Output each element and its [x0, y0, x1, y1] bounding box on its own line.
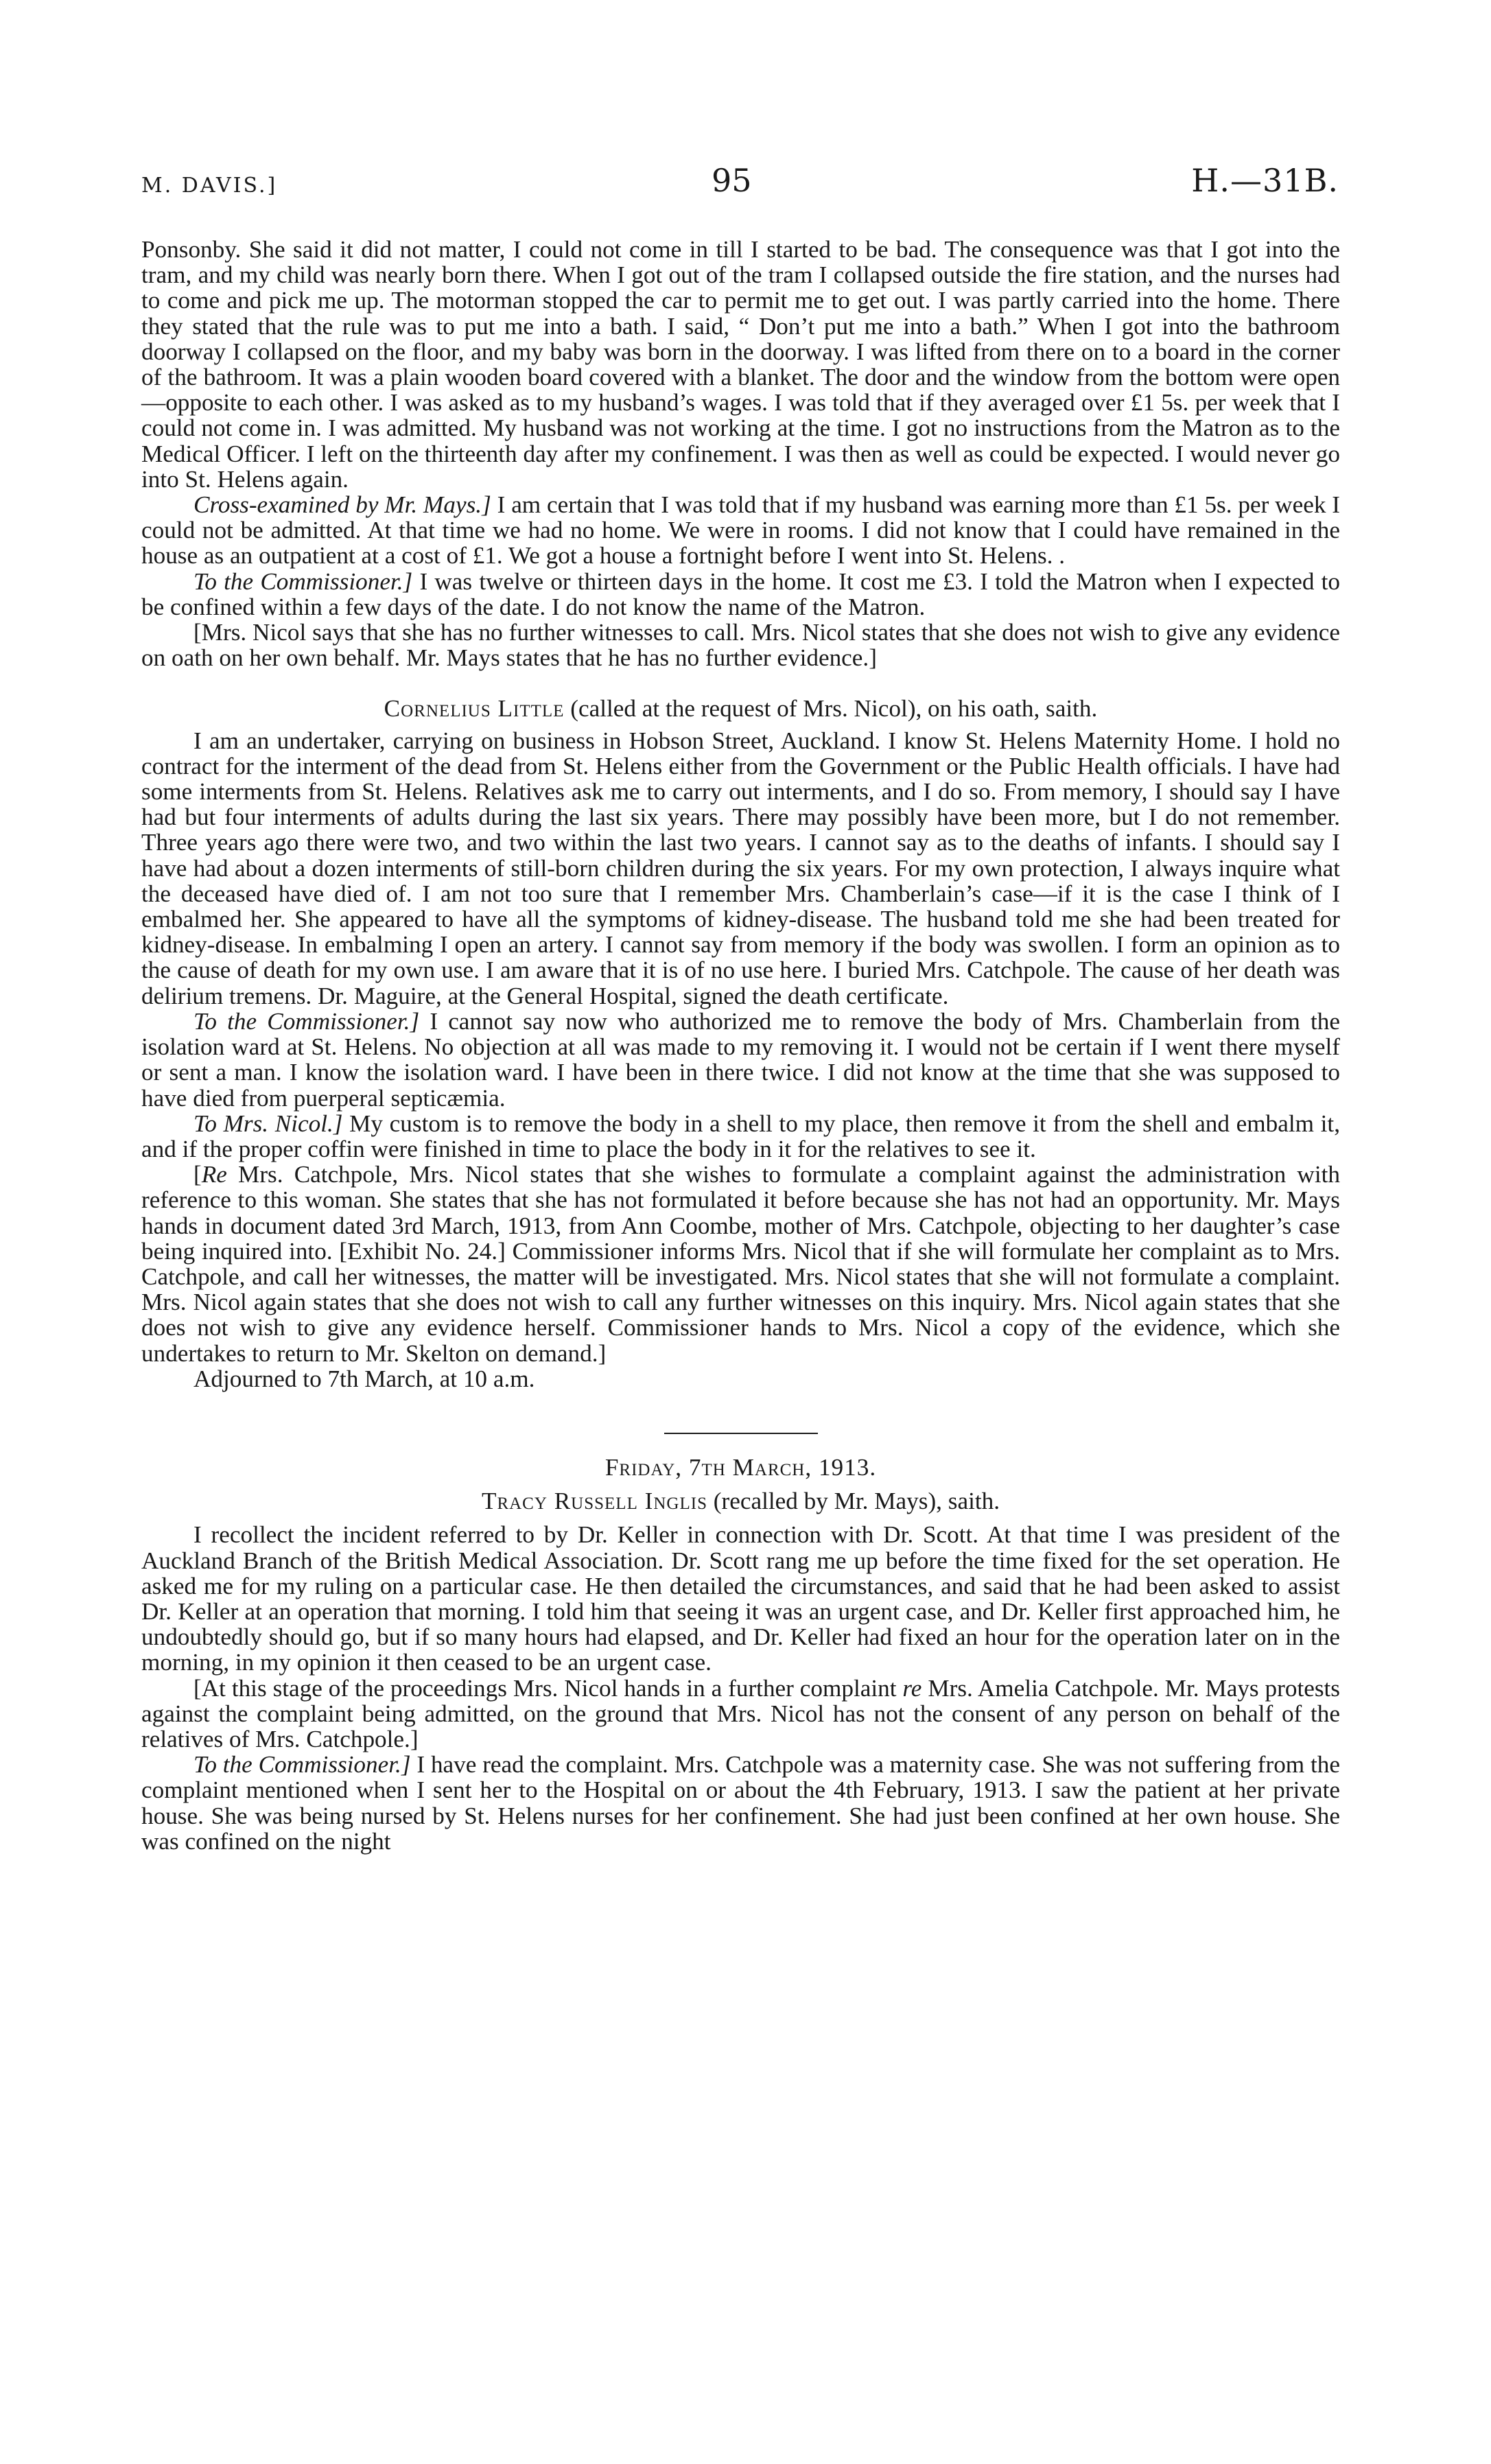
session-date-heading: Friday, 7th March, 1913.: [604, 1453, 877, 1481]
witness-name: Tracy Russell Inglis: [481, 1488, 707, 1515]
page-number: 95: [712, 162, 752, 199]
paragraph-text: I was twelve or thirteen days in the home. It cost me £3. I told the Matron when I expected to be confined within a few days of the date. I do not know the name of the Matron.: [141, 567, 1341, 620]
witness-heading-text: (called at the request of Mrs. Nicol), on his oath, saith.: [564, 695, 1098, 723]
little-commissioner-questions: [141, 1009, 1340, 1111]
speaker-label: To the Commissioner.]: [193, 1751, 411, 1779]
paragraph-text: Mrs. Catchpole, Mrs. Nicol states that she wishes to formulate a complaint against the administration with reference to this woman. She states that she has not formulated it before because she has not had an opportunity. Mr. Mays hands in document dated 3rd March, 1913, from Ann Coombe, mother of Mrs. Catchpole, objecting to her daughter’s case being inquired into. [Exhibit No. 24.] Commissioner informs Mrs. Nicol that if she will formulate her complaint as to Mrs. Catchpole, and call her witnesses, the matter will be investigated. Mrs. Nicol states that she will not formulate a complaint. Mrs. Nicol again states that she does not wish to call any further witnesses on this inquiry. Mrs. Nicol again states that she does not wish to give any evidence herself. Commissioner hands to Mrs. Nicol a copy of the evidence, which she undertakes to return to Mr. Skelton on demand.]: [141, 1161, 1340, 1367]
davis-commissioner-questions: [141, 569, 1340, 620]
paragraph-text: I cannot say now who authorized me to remove the body of Mrs. Chamberlain from the isolation ward at St. Helens. No objection at all was made to my removing it. I would not be certain if I went there myself or sent a man. I know the isolation ward. I have been in there twice. I did not know at the time that she was supposed to have died from puerperal septicæmia.: [141, 1007, 1340, 1112]
running-head-witness: M. DAVIS.]: [141, 174, 278, 198]
paper-reference: H.—31B.: [1191, 162, 1339, 199]
procedural-note: [Mrs. Nicol says that she has no further witnesses to call. Mrs. Nicol states that she does not wish to give any evidence on oath on her own behalf. Mr. Mays states that he has no further evidence.]: [141, 619, 1340, 672]
adjournment-note: Adjourned to 7th March, at 10 a.m.: [193, 1365, 535, 1392]
speaker-label: To the Commissioner.]: [193, 1007, 420, 1035]
paragraph-text: [At this stage of the proceedings Mrs. Nicol hands in a further complaint: [193, 1674, 903, 1702]
paragraph-text: My custom is to remove the body in a shell to my place, then remove it from the shell and embalm it, and if the proper coffin were finished in time to place the body in it for the relatives to see it.: [141, 1110, 1341, 1162]
witness-name: Cornelius Little: [384, 695, 565, 723]
little-nicol-questions: [141, 1111, 1340, 1162]
little-evidence-paragraph: I am an undertaker, carrying on business in Hobson Street, Auckland. I know St. Helens Maternity Home. I hold no contract for the interment of the dead from St. Helens either from the Government or the Public Health officials. I have had some interments from St. Helens. Relatives ask me to carry out interments, and I do so. From memory, I should say I have had but four interments of adults during the last six years. There may possibly have been more, but I do not remember. Three years ago there were two, and two within the last two years. I cannot say as to the deaths of infants. I should say I have had about a dozen interments of still-born children during the six years. For my own protection, I always inquire what the deceased have died of. I am not too sure that I remember Mrs. Chamberlain’s case—if it is the case I think of I embalmed her. She appeared to have all the symptoms of kidney-disease. The husband told me she had been treated for kidney-disease. In embalming I open an artery. I cannot say from memory if the body was swollen. I form an opinion as to the cause of death for my own use. I am aware that it is of no use here. I buried Mrs. Catchpole. The cause of her death was delirium tremens. Dr. Maguire, at the General Hospital, signed the death certificate.: [141, 727, 1340, 1009]
witness-heading: [141, 696, 1340, 721]
witness-heading: [141, 1488, 1340, 1514]
paragraph-text: Mrs. Amelia Catchpole. Mr. Mays protests against the complaint being admitted, on the ground that Mrs. Nicol has not the consent of any person on behalf of the relatives of Mrs. Catchpole.]: [141, 1674, 1341, 1752]
speaker-label: To the Commissioner.]: [193, 567, 413, 595]
witness-heading-text: (recalled by Mr. Mays), saith.: [707, 1488, 1000, 1515]
document-body: [141, 237, 1340, 1854]
section-divider: [664, 1433, 818, 1434]
inglis-commissioner-questions: [141, 1752, 1340, 1854]
inglis-evidence-paragraph: I recollect the incident referred to by Dr. Keller in connection with Dr. Scott. At that time I was president of the Auckland Branch of the British Medical Association. Dr. Scott rang me up before the time fixed for the set operation. He asked me for my ruling on a particular case. He then detailed the circumstances, and said that he had been asked to assist Dr. Keller at an operation that morning. I told him that seeing it was an urgent case, and Dr. Keller first approached him, he undoubtedly should go, but if so many hours had elapsed, and Dr. Keller had fixed an hour for the operation later on in the morning, in my opinion it then ceased to be an urgent case.: [141, 1521, 1340, 1676]
davis-evidence-paragraph: Ponsonby. She said it did not matter, I could not come in till I started to be bad. The consequence was that I got into the tram, and my child was nearly born there. When I got out of the tram I collapsed outside the fire station, and the nurses had to come and pick me up. The motorman stopped the car to permit me to get out. I was partly carried into the home. There they stated that the rule was to put me into a bath. I said, “ Don’t put me into a bath.” When I got into the bathroom doorway I collapsed on the floor, and my baby was born in the doorway. I was lifted from there on to a board in the corner of the bathroom. It was a plain wooden board covered with a blanket. The door and the window from the bottom were open—opposite to each other. I was asked as to my husband’s wages. I was told that if they averaged over £1 5s. per week that I could not come in. I was admitted. My husband was not working at the time. I got no instructions from the Matron as to the Medical Officer. I left on the thirteenth day after my confinement. I was then as well as could be expected. I would never go into St. Helens again.: [141, 236, 1340, 493]
paragraph-text: I have read the complaint. Mrs. Catchpole was a maternity case. She was not suffering from the complaint mentioned when I sent her to the Hospital on or about the 4th February, 1913. I saw the patient at her private house. She was being nursed by St. Helens nurses for her confinement. She had just been confined at her own house. She was confined on the night: [141, 1751, 1340, 1855]
re-label: re: [902, 1674, 922, 1702]
procedural-note: [Re Mrs. Catchpole, Mrs. Nicol states that she wishes to formulate a complaint against the administration with reference to this woman. She states that she has not formulated it before because she has not had an opportunity. Mr. Mays hands in document dated 3rd March, 1913, from Ann Coombe, mother of Mrs. Catchpole, objecting to her daughter’s case being inquired into. [Exhibit No. 24.] Commissioner informs Mrs. Nicol that if she will formulate her complaint as to Mrs. Catchpole, and call her witnesses, the matter will be investigated. Mrs. Nicol states that she will not formulate a complaint. Mrs. Nicol again states that she does not wish to call any further witnesses on this inquiry. Mrs. Nicol again states that she does not wish to give any evidence herself. Commissioner hands to Mrs. Nicol a copy of the evidence, which she undertakes to return to Mr. Skelton on demand.]: [141, 1161, 1340, 1367]
speaker-label: To Mrs. Nicol.]: [193, 1110, 343, 1137]
davis-cross-examination: [141, 492, 1340, 569]
speaker-label: Cross-examined by Mr. Mays.]: [193, 491, 491, 519]
procedural-note: [141, 1676, 1340, 1752]
paragraph-text: I am certain that I was told that if my husband was earning more than £1 5s. per week I could not be admitted. At that time we had no home. We were in rooms. I did not know that I could have remained in the house as an outpatient at a cost of £1. We got a house a fortnight before I went into St. Helens. .: [141, 491, 1340, 570]
re-label: Re: [201, 1161, 227, 1188]
